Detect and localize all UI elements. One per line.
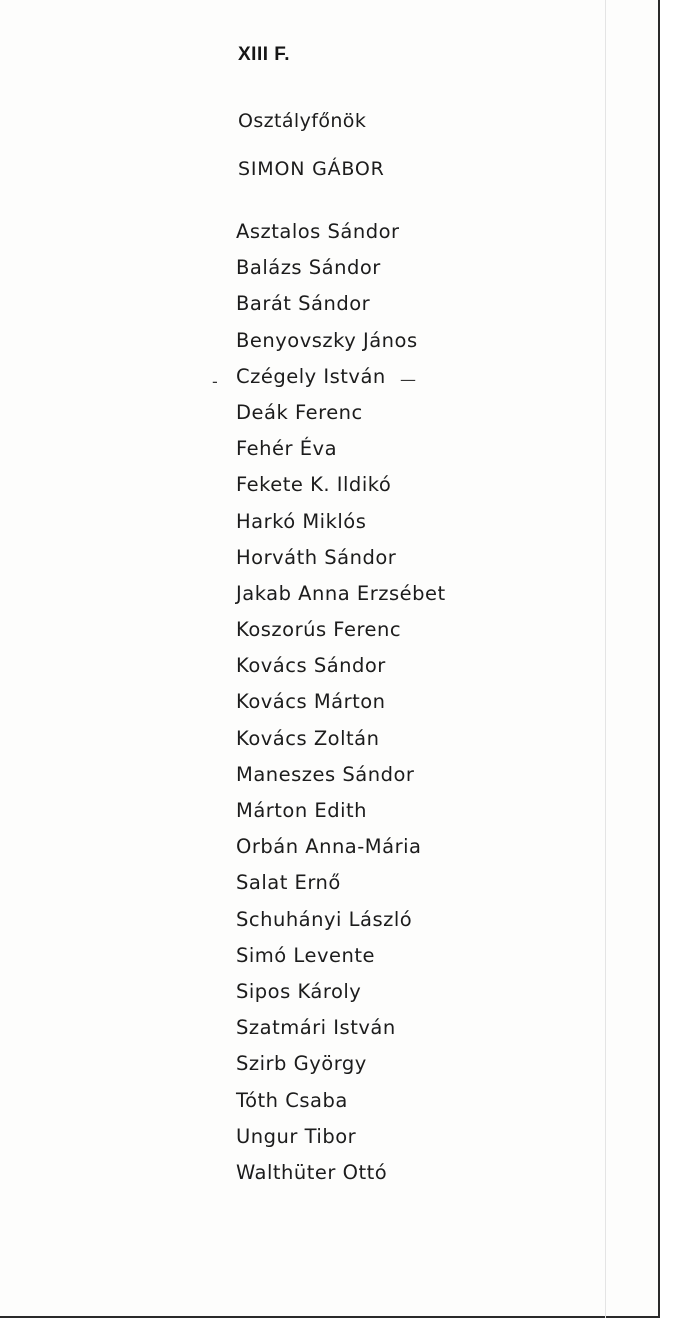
student-name: Schuhányi László xyxy=(236,907,413,931)
student-name: Jakab Anna Erzsébet xyxy=(236,581,446,605)
class-title: XIII F. xyxy=(238,44,291,65)
student-name: Szirb György xyxy=(236,1052,367,1076)
student-list xyxy=(236,219,446,1196)
student-name: Salat Ernő xyxy=(236,871,341,895)
student-name: Walthüter Ottó xyxy=(236,1160,388,1184)
student-name: Horváth Sándor xyxy=(236,545,397,569)
student-name: Kovács Zoltán xyxy=(236,726,380,750)
student-name: Orbán Anna-Mária xyxy=(236,835,422,859)
student-name: Tóth Csaba xyxy=(236,1088,348,1112)
student-name: Benyovszky János xyxy=(236,328,418,352)
student-name: Czégely István xyxy=(236,364,386,388)
student-name: Kovács Sándor xyxy=(236,654,386,678)
homeroom-teacher-name: SIMON GÁBOR xyxy=(238,158,385,180)
student-name: Ungur Tibor xyxy=(236,1124,357,1148)
student-name: Maneszes Sándor xyxy=(236,762,415,786)
student-name: Márton Edith xyxy=(236,799,368,822)
student-name: Asztalos Sándor xyxy=(236,220,400,243)
student-name: Fekete K. Ildikó xyxy=(236,473,392,497)
student-name: Balázs Sándor xyxy=(236,256,381,280)
student-name: Fehér Éva xyxy=(236,437,338,461)
student-name: Harkó Miklós xyxy=(236,509,367,533)
student-name: Deák Ferenc xyxy=(236,400,363,424)
student-name: Simó Levente xyxy=(236,943,375,967)
hand-mark-right: — xyxy=(400,370,416,389)
student-name: Sipos Károly xyxy=(236,979,362,1003)
student-name: Koszorús Ferenc xyxy=(236,618,402,642)
page-fold-line xyxy=(605,0,606,1318)
student-name: Szatmári István xyxy=(236,1016,396,1040)
hand-mark-left: - xyxy=(212,372,218,391)
student-name: Barát Sándor xyxy=(236,292,371,316)
student-name: Kovács Márton xyxy=(236,690,386,714)
homeroom-teacher-label: Osztályfőnök xyxy=(238,110,367,132)
